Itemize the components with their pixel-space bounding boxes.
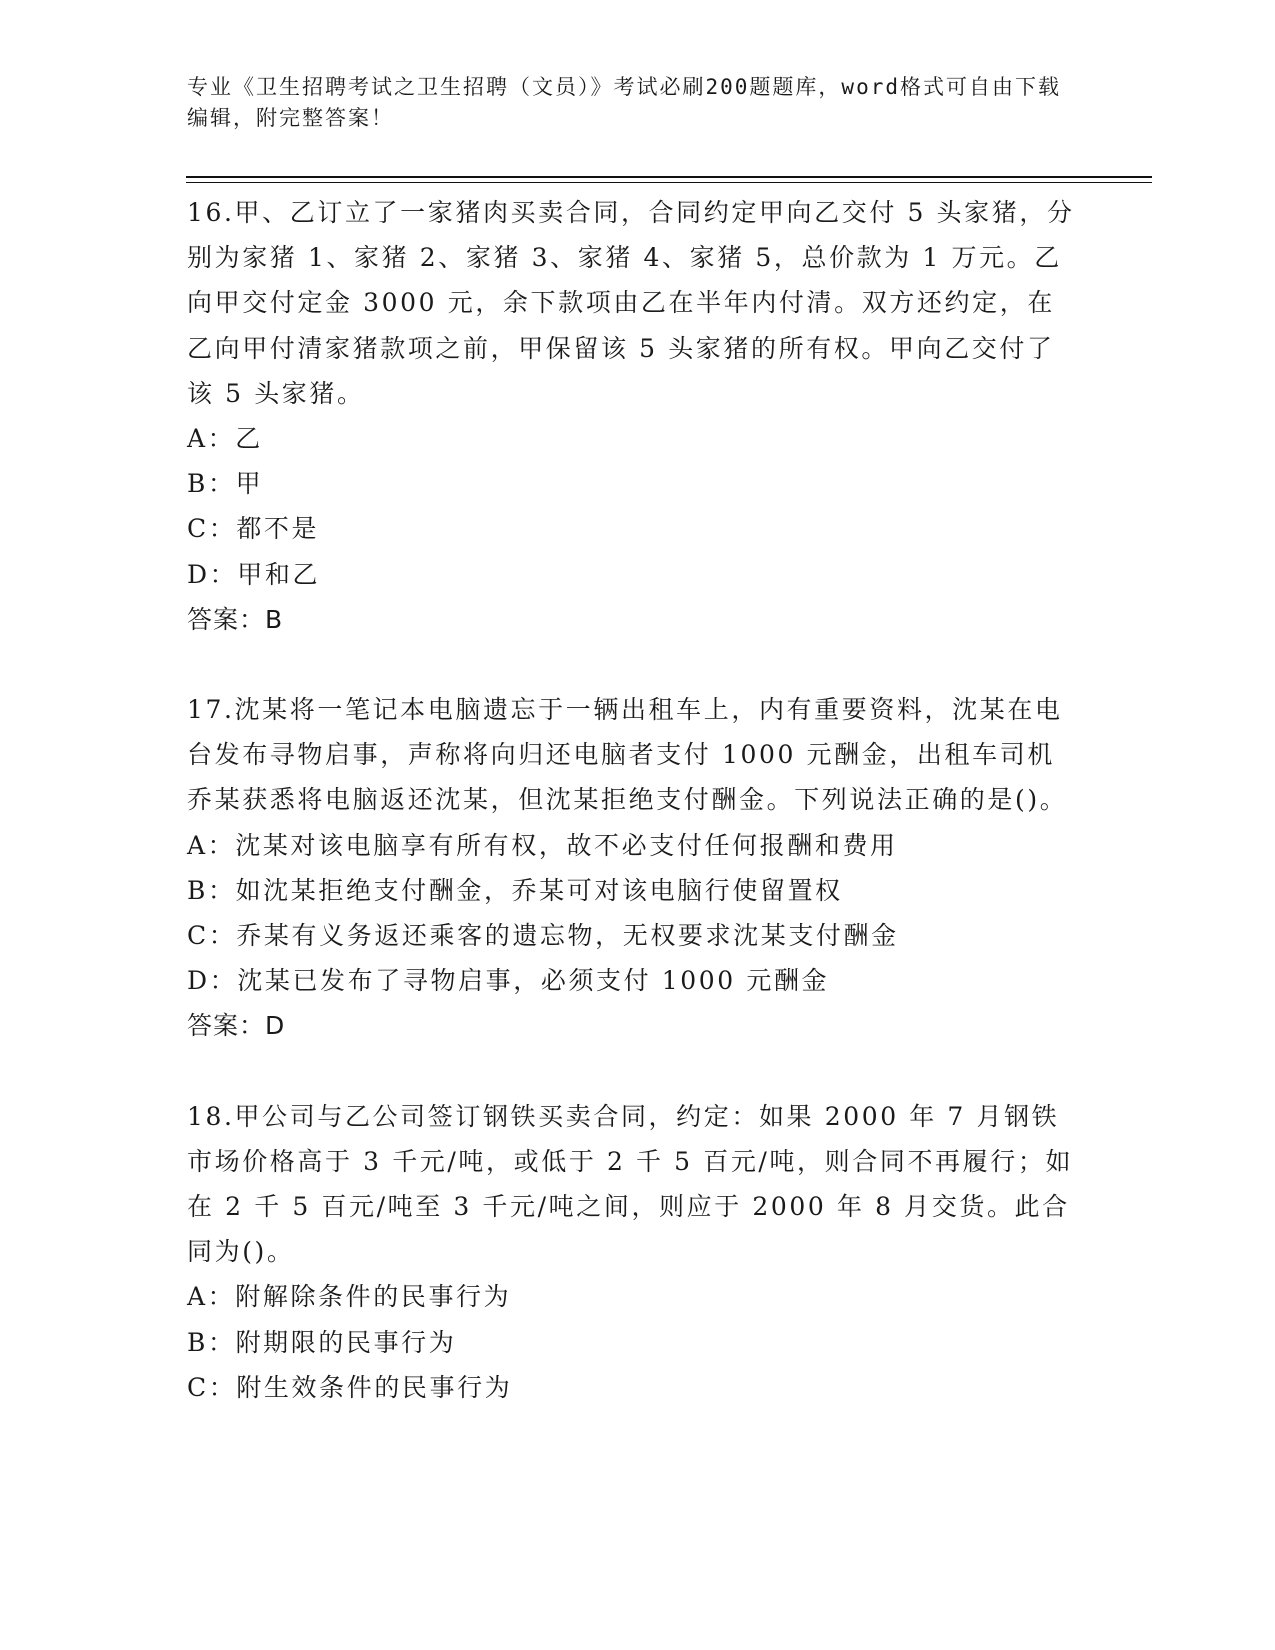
option-d: D：沈某已发布了寻物启事，必须支付 1000 元酬金	[187, 966, 830, 996]
option-b: B：如沈某拒绝支付酬金，乔某可对该电脑行使留置权	[187, 875, 843, 905]
question-spacer	[187, 1049, 1077, 1094]
option-a: A：沈某对该电脑享有所有权，故不必支付任何报酬和费用	[187, 830, 898, 860]
option-d: D：甲和乙	[187, 559, 321, 589]
answer-line: 答案：B	[187, 604, 284, 634]
option-c: C：附生效条件的民事行为	[187, 1372, 513, 1402]
question-spacer	[187, 642, 1077, 687]
option-a: A：附解除条件的民事行为	[187, 1282, 512, 1312]
question-16	[187, 190, 1077, 642]
question-stem: 18.甲公司与乙公司签订钢铁买卖合同，约定：如果 2000 年 7 月钢铁市场价格高于 3 千元/吨，或低于 2 千 5 百元/吨，则合同不再履行；如在 2 千 5 百元/吨至 3 千元/吨之间，则应于 2000 年 8 月交货。此合同为()。	[187, 1101, 1074, 1267]
answer-line: 答案：D	[187, 1011, 286, 1041]
question-stem: 17.沈某将一笔记本电脑遗忘于一辆出租车上，内有重要资料，沈某在电台发布寻物启事，声称将向归还电脑者支付 1000 元酬金，出租车司机乔某获悉将电脑返还沈某，但沈某拒绝支付酬金。下列说法正确的是()。	[187, 695, 1068, 815]
option-c: C：乔某有义务返还乘客的遗忘物，无权要求沈某支付酬金	[187, 921, 899, 951]
question-17	[187, 687, 1077, 1049]
header-rule-thick	[186, 176, 1152, 178]
question-stem: 16.甲、乙订立了一家猪肉买卖合同，合同约定甲向乙交付 5 头家猪，分别为家猪 1、家猪 2、家猪 3、家猪 4、家猪 5，总价款为 1 万元。乙向甲交付定金 3000 元，余下款项由乙在半年内付清。双方还约定，在乙向甲付清家猪款项之前，甲保留该 5 头家猪的所有权。甲向乙交付了该 5 头家猪。	[187, 198, 1075, 408]
option-c: C：都不是	[187, 514, 320, 544]
question-18	[187, 1094, 1077, 1410]
header-rule-thin	[186, 182, 1152, 183]
document-header: 专业《卫生招聘考试之卫生招聘（文员）》考试必刷200题题库，word格式可自由下载编辑，附完整答案！	[187, 75, 1061, 130]
option-a: A：乙	[187, 424, 263, 454]
document-body	[187, 190, 1077, 1410]
option-b: B：附期限的民事行为	[187, 1327, 457, 1357]
option-b: B：甲	[187, 469, 264, 499]
